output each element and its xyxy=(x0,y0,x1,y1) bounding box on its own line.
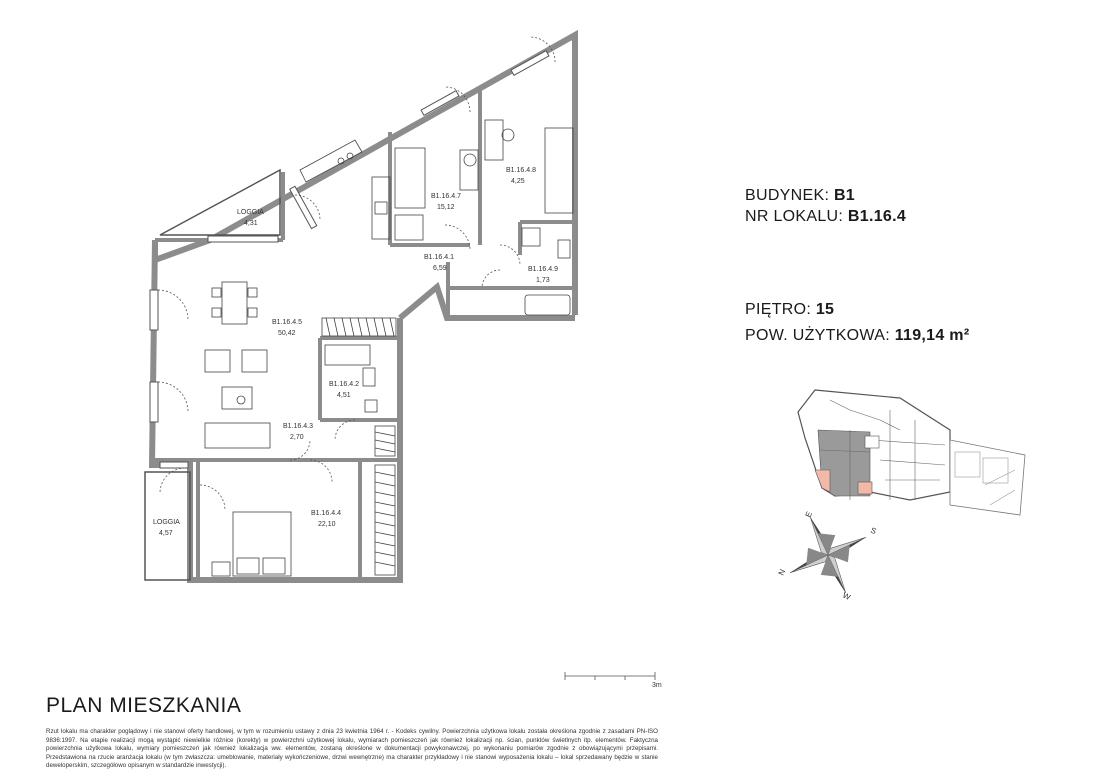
room-id-label: B1.16.4.5 xyxy=(272,319,302,326)
room-area-label: 50,42 xyxy=(278,330,296,337)
unit-value: B1.16.4 xyxy=(847,208,907,225)
compass-north-label: N xyxy=(776,567,788,577)
unit-label: NR LOKALU: xyxy=(745,208,844,225)
loggia-area-label: 4,57 xyxy=(159,530,173,537)
area-label: POW. UŻYTKOWA: xyxy=(745,327,890,344)
room-id-label: B1.16.4.2 xyxy=(329,381,359,388)
building-info xyxy=(745,187,855,205)
apartment-walls xyxy=(152,35,575,580)
disclaimer-text: Rzut lokalu ma charakter poglądowy i nie stanowi oferty handlowej, w tym w rozumieniu ustawy z dnia 23 kwietnia 1964 r. - Kodeks cywilny. Powierzchnia użytkowa lokalu została określona zgodnie z zasadami PN-ISO 9836:1997. Na etapie realizacji mogą wystąpić niewielkie różnice (korekty) w powierzchni użytkowej lokalu, wymiarach pomieszczeń jak również lokalizacji np. ścian, punktów świetlnych itp. elementów. Faktyczna powierzchnia użytkowa lokalu, wymiary pomieszczeń jak również lokalizacja ww. elementów, zostaną określone w dokumentacji powykonawczej, po wykonaniu pomiarów zgodnie z obowiązującymi przepisami. Przedstawiona na rzucie aranżacja lokalu (w tym zwłaszcza: umeblowanie, materiały wykończeniowe, drzwi wewnętrzne) ma charakter przykładowy i nie stanowi wyposażenia lokalu – lokal sprzedawany będzie w stanie deweloperskim, szczegółowo opisanym w standardzie inwestycji). xyxy=(46,728,658,770)
compass-east-label: E xyxy=(803,510,815,519)
compass-west-label: W xyxy=(841,590,852,603)
room-area-label: 4,25 xyxy=(511,178,525,185)
key-plan xyxy=(798,390,1025,515)
room-area-label: 2,70 xyxy=(290,434,304,441)
floor-label: PIĘTRO: xyxy=(745,301,812,318)
compass-rose xyxy=(772,499,884,611)
area-info xyxy=(745,327,969,345)
floor-info xyxy=(745,301,834,319)
unit-info xyxy=(745,208,906,226)
room-id-label: B1.16.4.1 xyxy=(424,254,454,261)
room-area-label: 1,73 xyxy=(536,277,550,284)
compass-south-label: S xyxy=(869,525,878,537)
windows xyxy=(150,51,549,468)
interior-walls xyxy=(152,90,575,580)
loggia-area-label: 4,31 xyxy=(244,220,258,227)
scale-bar xyxy=(565,672,655,680)
building-label: BUDYNEK: xyxy=(745,187,830,204)
room-area-label: 15,12 xyxy=(437,204,455,211)
loggia-label: LOGGIA xyxy=(153,519,180,526)
room-id-label: B1.16.4.8 xyxy=(506,167,536,174)
room-area-label: 6,59 xyxy=(433,265,447,272)
room-labels xyxy=(153,167,558,537)
door-swings xyxy=(158,37,555,510)
floor-value: 15 xyxy=(815,301,835,318)
room-area-label: 22,10 xyxy=(318,521,336,528)
room-id-label: B1.16.4.4 xyxy=(311,510,341,517)
room-id-label: B1.16.4.7 xyxy=(431,193,461,200)
building-value: B1 xyxy=(833,187,856,204)
room-id-label: B1.16.4.3 xyxy=(283,423,313,430)
room-id-label: B1.16.4.9 xyxy=(528,266,558,273)
loggia-label: LOGGIA xyxy=(237,209,264,216)
plan-title: PLAN MIESZKANIA xyxy=(46,694,242,717)
room-area-label: 4,51 xyxy=(337,392,351,399)
area-value: 119,14 m² xyxy=(894,327,970,344)
scale-label: 3m xyxy=(652,682,662,689)
